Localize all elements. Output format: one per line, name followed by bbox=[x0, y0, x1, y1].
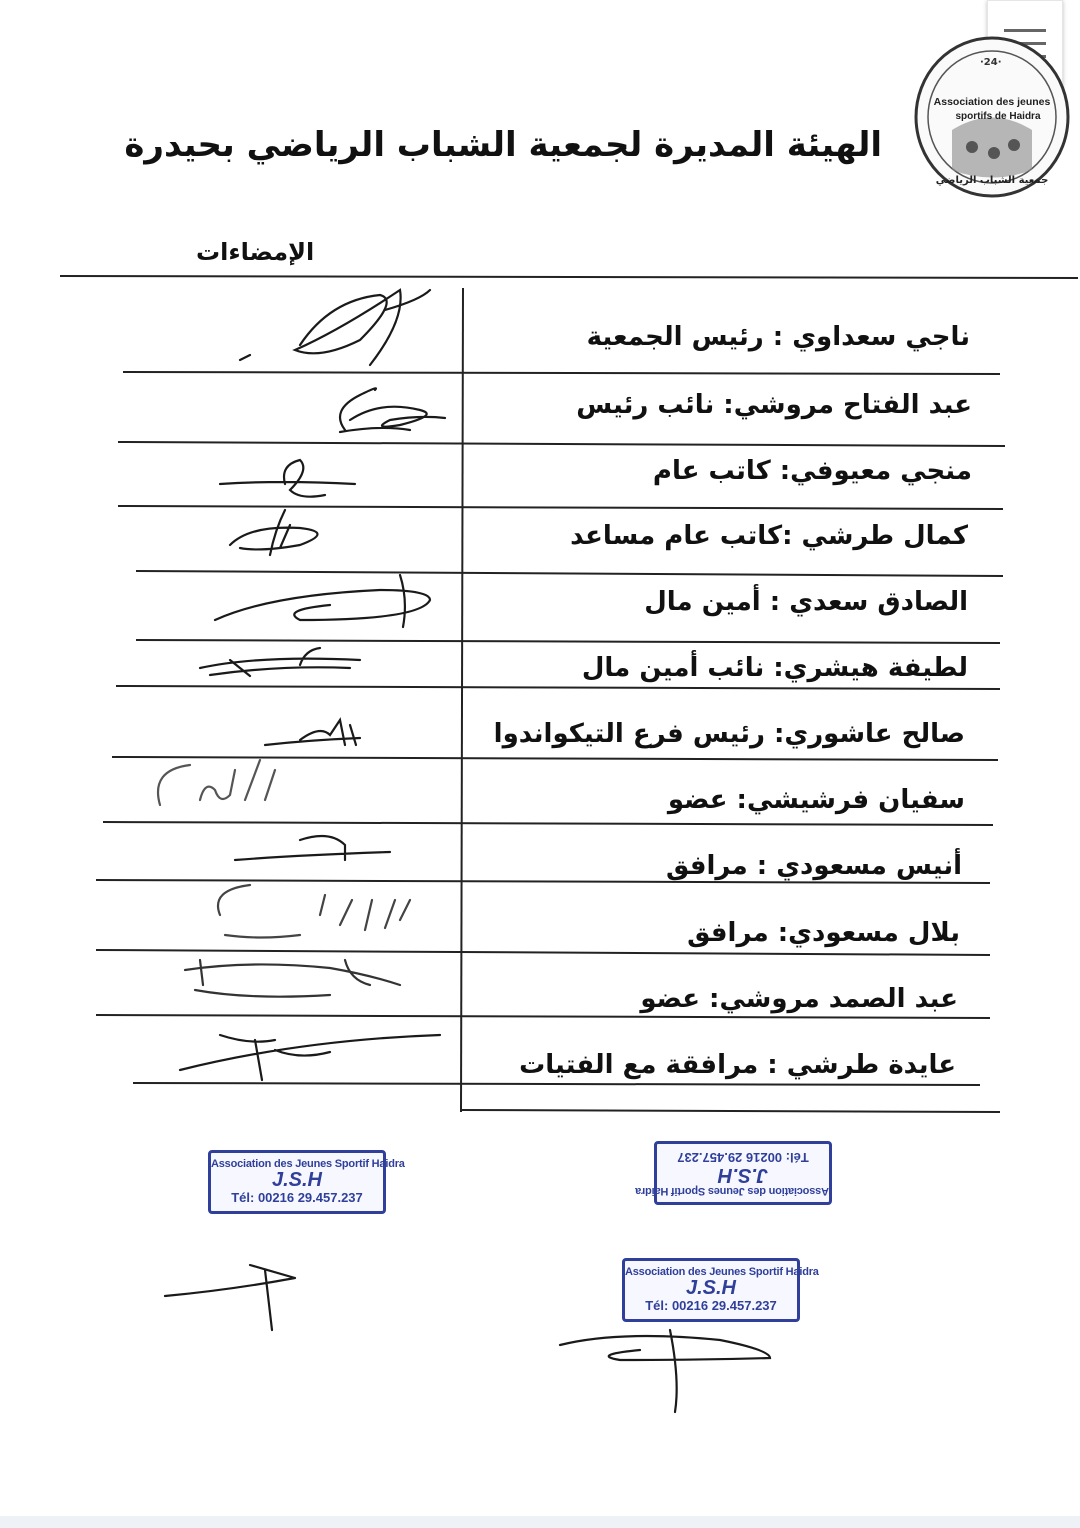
signatures-header: الإمضاءات bbox=[196, 238, 315, 266]
association-stamp-bottom bbox=[622, 1258, 819, 1322]
stamp-line1: Association des Jeunes Sportif Haidra bbox=[635, 1185, 829, 1197]
signature-11 bbox=[185, 960, 400, 997]
svg-text:·24·: ·24· bbox=[980, 57, 1002, 68]
signature-8 bbox=[158, 760, 275, 805]
stamp-phone: Tél: 00216 29.457.237 bbox=[231, 1190, 363, 1205]
signature-12 bbox=[180, 1035, 440, 1080]
member-row-1: ناجي سعداوي : رئيس الجمعية bbox=[586, 322, 970, 352]
stamp-line2: J.S.H bbox=[717, 1164, 769, 1186]
document-title: الهيئة المديرة لجمعية الشباب الرياضي بحيدرة bbox=[124, 125, 882, 165]
member-row-12: عايدة طرشي : مرافقة مع الفتيات bbox=[519, 1050, 956, 1080]
stamp-line1: Association des Jeunes Sportif Haidra bbox=[625, 1266, 819, 1278]
signature-6 bbox=[200, 648, 360, 676]
member-row-3: منجي معيوفي: كاتب عام bbox=[652, 456, 972, 486]
signature-1 bbox=[240, 290, 430, 365]
member-row-10: بلال مسعودي: مرافق bbox=[687, 918, 960, 948]
seal-text-line2: sportifs de Haidra bbox=[955, 111, 1041, 122]
stamp-phone: Tél: 00216 29.457.237 bbox=[677, 1150, 809, 1165]
member-row-5: الصادق سعدي : أمين مال bbox=[644, 587, 968, 617]
signature-2 bbox=[340, 388, 445, 432]
association-stamp-upside-down bbox=[635, 1141, 832, 1205]
member-row-4: كمال طرشي :كاتب عام مساعد bbox=[570, 521, 968, 551]
stamp-line2: J.S.H bbox=[685, 1277, 737, 1299]
stamp-phone: Tél: 00216 29.457.237 bbox=[645, 1298, 777, 1313]
seal-text-line1: Association des jeunes bbox=[933, 96, 1051, 108]
signature-3 bbox=[220, 460, 355, 497]
stamp-line2: J.S.H bbox=[271, 1169, 323, 1191]
signature-bottom-left bbox=[165, 1265, 295, 1330]
member-row-2: عبد الفتاح مروشي: نائب رئيس bbox=[576, 390, 972, 420]
menu-icon-bar bbox=[1004, 29, 1046, 32]
signature-9 bbox=[235, 836, 390, 860]
signature-4 bbox=[230, 510, 318, 555]
signature-5 bbox=[215, 575, 430, 627]
member-row-9: أنيس مسعودي : مرافق bbox=[666, 851, 962, 881]
page-bottom-edge bbox=[0, 1516, 1080, 1528]
member-row-8: سفيان فرشيشي: عضو bbox=[667, 785, 965, 815]
stamp-line1: Association des Jeunes Sportif Haidra bbox=[211, 1158, 405, 1170]
member-row-6: لطيفة هيشري: نائب أمين مال bbox=[581, 653, 968, 683]
signature-10 bbox=[218, 885, 410, 938]
member-row-11: عبد الصمد مروشي: عضو bbox=[640, 984, 958, 1014]
seal-text-arabic: جمعية الشباب الرياضي bbox=[935, 175, 1049, 186]
member-row-7: صالح عاشوري: رئيس فرع التيكواندوا bbox=[493, 719, 965, 749]
signature-bottom-right bbox=[560, 1330, 770, 1412]
signature-7 bbox=[265, 720, 360, 745]
association-seal bbox=[912, 35, 1072, 200]
association-stamp-left bbox=[208, 1150, 405, 1214]
